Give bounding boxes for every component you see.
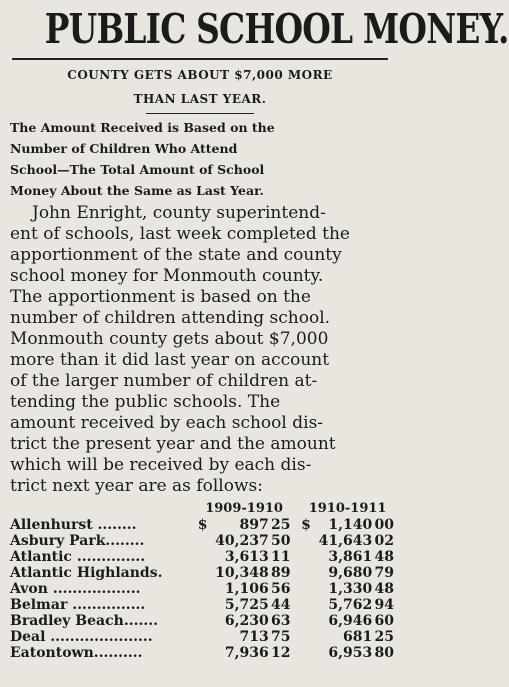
body-line: The apportionment is based on the bbox=[10, 287, 311, 307]
headline-rule bbox=[12, 58, 388, 60]
table-spacer bbox=[290, 549, 301, 565]
amount-1910-1911-cents: 02 bbox=[374, 533, 394, 549]
amount-1910-1911-dollars: 41,643 bbox=[318, 533, 373, 549]
column-header-1910-1911: 1910-1911 bbox=[308, 501, 387, 516]
table-spacer bbox=[290, 565, 301, 581]
currency-sign bbox=[198, 581, 208, 597]
body-line: Monmouth county gets about $7,000 bbox=[10, 329, 329, 349]
district-name: Allenhurst ........ bbox=[10, 517, 137, 533]
amount-1909-1910-cents: 75 bbox=[271, 629, 291, 645]
table-spacer bbox=[290, 581, 301, 597]
amount-1909-1910-dollars: 7,936 bbox=[224, 645, 269, 661]
subdeck-line: School—The Total Amount of School bbox=[10, 162, 265, 177]
currency-sign bbox=[198, 613, 208, 629]
body-line: trict the present year and the amount bbox=[10, 434, 336, 454]
table-spacer bbox=[290, 629, 301, 645]
body-line: tending the public schools. The bbox=[10, 392, 281, 412]
amount-1909-1910-cents: 89 bbox=[271, 565, 291, 581]
table-spacer bbox=[290, 645, 301, 661]
amount-1909-1910-cents: 63 bbox=[271, 613, 291, 629]
amount-1910-1911-dollars: 3,861 bbox=[328, 549, 373, 565]
district-name: Eatontown.......... bbox=[10, 645, 143, 661]
table-spacer bbox=[290, 501, 301, 517]
amount-1909-1910-cents: 12 bbox=[271, 645, 291, 661]
body-line: which will be received by each dis- bbox=[10, 455, 312, 475]
currency-sign bbox=[301, 533, 311, 549]
district-name: Atlantic .............. bbox=[10, 549, 146, 565]
amount-1909-1910-cents: 56 bbox=[271, 581, 291, 597]
currency-sign bbox=[301, 613, 311, 629]
table-row bbox=[10, 581, 394, 597]
amount-1910-1911-dollars: 9,680 bbox=[328, 565, 373, 581]
amount-1909-1910-cents: 25 bbox=[271, 517, 291, 533]
amount-1909-1910-cents: 50 bbox=[271, 533, 291, 549]
currency-sign bbox=[301, 597, 311, 613]
currency-sign bbox=[301, 645, 311, 661]
body-line: apportionment of the state and county bbox=[10, 245, 342, 265]
deck-rule bbox=[146, 113, 254, 114]
currency-sign bbox=[301, 629, 311, 645]
amount-1910-1911-cents: 79 bbox=[374, 565, 394, 581]
currency-sign bbox=[301, 565, 311, 581]
table-spacer bbox=[290, 597, 301, 613]
amount-1910-1911-cents: 60 bbox=[374, 613, 394, 629]
body-line: amount received by each school dis- bbox=[10, 413, 324, 433]
body-line: John Enright, county superintend- bbox=[32, 203, 326, 223]
table-row bbox=[10, 517, 394, 533]
amount-1909-1910-cents: 44 bbox=[271, 597, 291, 613]
table-row bbox=[10, 565, 394, 581]
body-line: of the larger number of children at- bbox=[10, 371, 318, 391]
amount-1909-1910-dollars: 40,237 bbox=[215, 533, 269, 549]
table-row bbox=[10, 645, 394, 661]
subdeck-line: Number of Children Who Attend bbox=[10, 141, 238, 156]
district-name: Deal ..................... bbox=[10, 629, 153, 645]
deck-line-1: COUNTY GETS ABOUT $7,000 MORE bbox=[67, 68, 333, 82]
amount-1910-1911-dollars: 5,762 bbox=[328, 597, 373, 613]
amount-1910-1911-cents: 94 bbox=[374, 597, 394, 613]
body-line: more than it did last year on account bbox=[10, 350, 330, 370]
currency-sign: $ bbox=[197, 517, 208, 533]
amount-1910-1911-cents: 25 bbox=[374, 629, 394, 645]
school-money-table bbox=[10, 501, 394, 661]
subdeck-line: Money About the Same as Last Year. bbox=[10, 183, 264, 198]
table-blank-header bbox=[10, 501, 198, 517]
amount-1910-1911-dollars: 1,330 bbox=[328, 581, 373, 597]
headline: PUBLIC SCHOOL MONEY. bbox=[44, 5, 509, 53]
table-spacer bbox=[290, 517, 301, 533]
district-name: Asbury Park........ bbox=[10, 533, 145, 549]
currency-sign: $ bbox=[301, 517, 311, 533]
amount-1909-1910-dollars: 10,348 bbox=[215, 565, 269, 581]
district-name: Avon .................. bbox=[10, 581, 141, 597]
district-name: Atlantic Highlands. bbox=[10, 565, 163, 581]
table-row bbox=[10, 613, 394, 629]
amount-1910-1911-dollars: 6,953 bbox=[328, 645, 373, 661]
amount-1910-1911-dollars: 681 bbox=[342, 629, 373, 645]
amount-1909-1910-dollars: 897 bbox=[239, 517, 269, 533]
amount-1910-1911-cents: 48 bbox=[374, 581, 394, 597]
subdeck-line: The Amount Received is Based on the bbox=[10, 120, 275, 135]
table-row bbox=[10, 549, 394, 565]
body-line: ent of schools, last week completed the bbox=[10, 224, 350, 244]
body-line: trict next year are as follows: bbox=[10, 476, 263, 496]
table-spacer bbox=[290, 533, 301, 549]
amount-1909-1910-dollars: 713 bbox=[239, 629, 269, 645]
currency-sign bbox=[198, 549, 208, 565]
amount-1909-1910-cents: 11 bbox=[271, 549, 291, 565]
amount-1909-1910-dollars: 3,613 bbox=[224, 549, 269, 565]
column-header-1909-1910: 1909-1910 bbox=[205, 501, 283, 516]
district-name: Bradley Beach....... bbox=[10, 613, 158, 629]
amount-1910-1911-dollars: 6,946 bbox=[328, 613, 373, 629]
currency-sign bbox=[198, 629, 208, 645]
currency-sign bbox=[198, 645, 208, 661]
table-row bbox=[10, 597, 394, 613]
amount-1910-1911-cents: 80 bbox=[374, 645, 394, 661]
amount-1909-1910-dollars: 5,725 bbox=[224, 597, 269, 613]
currency-sign bbox=[301, 549, 311, 565]
amount-1910-1911-dollars: 1,140 bbox=[328, 517, 373, 533]
body-line: school money for Monmouth county. bbox=[10, 266, 324, 286]
amount-1909-1910-dollars: 6,230 bbox=[224, 613, 269, 629]
deck-line-2: THAN LAST YEAR. bbox=[133, 92, 267, 106]
body-line: number of children attending school. bbox=[10, 308, 331, 328]
table-row bbox=[10, 629, 394, 645]
article-body bbox=[10, 203, 390, 497]
amount-1910-1911-cents: 00 bbox=[374, 517, 394, 533]
amount-1909-1910-dollars: 1,106 bbox=[224, 581, 269, 597]
district-name: Belmar ............... bbox=[10, 597, 146, 613]
amount-1910-1911-cents: 48 bbox=[374, 549, 394, 565]
subdeck bbox=[10, 117, 390, 201]
currency-sign bbox=[198, 533, 208, 549]
currency-sign bbox=[198, 597, 208, 613]
table-spacer bbox=[290, 613, 301, 629]
currency-sign bbox=[198, 565, 208, 581]
currency-sign bbox=[301, 581, 311, 597]
table-row bbox=[10, 533, 394, 549]
